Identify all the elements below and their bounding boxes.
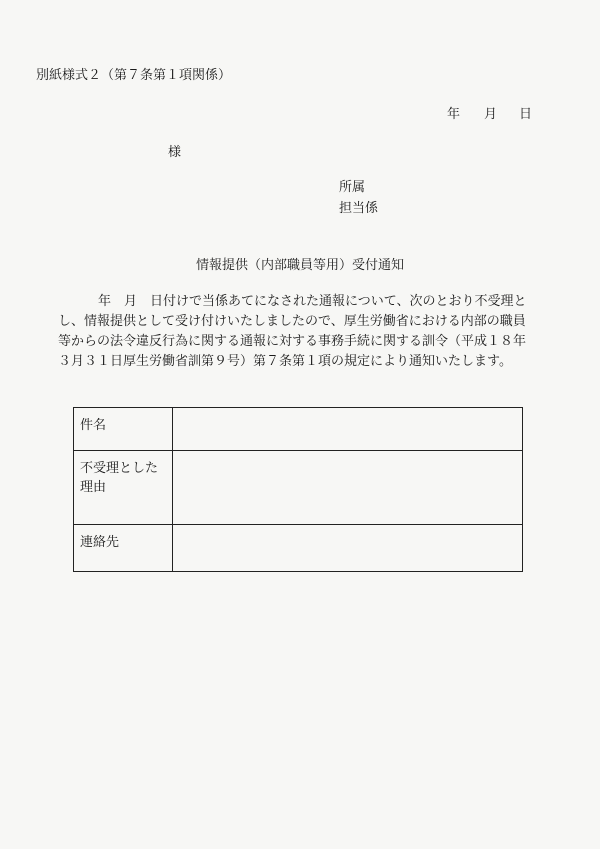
date-day: 日 [519, 107, 533, 122]
row-value-subject[interactable] [173, 408, 523, 451]
row-label-contact: 連絡先 [74, 525, 173, 572]
row-value-contact[interactable] [173, 525, 523, 572]
row-value-reason[interactable] [173, 451, 523, 525]
row-label-reason [74, 451, 173, 525]
body-line: 等からの法令違反行為に関する通報に対する事務手続に関する訓令（平成１８年 [58, 334, 527, 349]
table-row [74, 408, 523, 451]
body-line: し、情報提供として受け付けいたしましたので、厚生労働省における内部の職員 [58, 314, 526, 329]
body-paragraph [58, 292, 558, 372]
table-row [74, 451, 523, 525]
sender-affiliation: 所属 [339, 180, 366, 195]
table-row [74, 525, 523, 572]
body-line: ３月３１日厚生労働省訓第９号）第７条第１項の規定により通知いたします。 [58, 354, 512, 369]
date-line [447, 107, 532, 123]
row-label-reason-line: 不受理とした [80, 461, 159, 476]
document-title: 情報提供（内部職員等用）受付通知 [195, 258, 404, 273]
notice-table [73, 407, 523, 572]
row-label-subject: 件名 [74, 408, 173, 451]
body-line: 年 月 日付けで当係あてになされた通報について、次のとおり不受理と [98, 294, 527, 309]
addressee-suffix: 様 [168, 145, 182, 160]
date-month: 月 [484, 107, 498, 122]
form-label: 別紙様式２（第７条第１項関係） [36, 68, 232, 83]
sender-section: 担当係 [339, 201, 379, 216]
row-label-reason-line: 理由 [80, 480, 107, 495]
date-year: 年 [447, 107, 461, 122]
